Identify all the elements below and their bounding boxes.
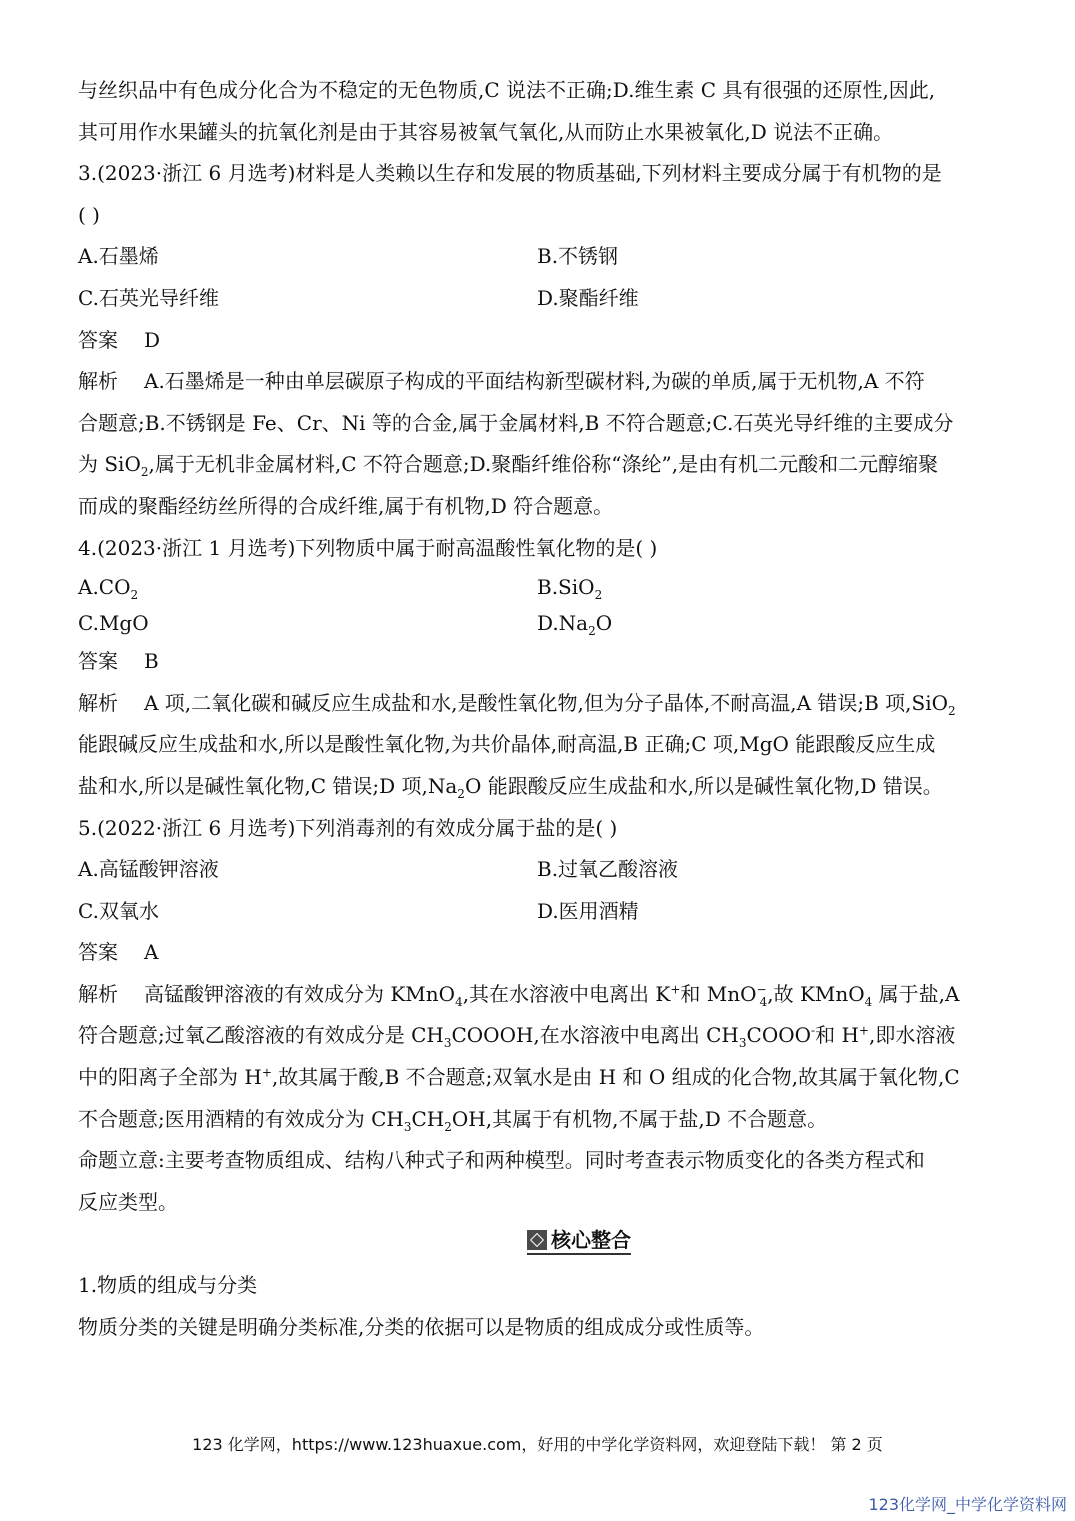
diamond-icon bbox=[527, 1230, 547, 1250]
q5-options-row-2 bbox=[78, 891, 1000, 933]
answer-label: 答案 bbox=[78, 327, 118, 352]
q5-option-d: D.医用酒精 bbox=[537, 898, 639, 923]
q3-options-row-1 bbox=[78, 236, 1000, 278]
q4-answer bbox=[78, 641, 1000, 683]
section-heading-wrap bbox=[78, 1223, 1000, 1265]
q3-analysis-line-1: 解析 A.石墨烯是一种由单层碳原子构成的平面结构新型碳材料,为碳的单质,属于无机物,A 不符 bbox=[78, 361, 1000, 403]
analysis-label: 解析 bbox=[78, 981, 118, 1006]
q5-option-c: C.双氧水 bbox=[78, 898, 159, 923]
answer-value: B bbox=[144, 649, 159, 674]
q4-stem: 4.(2023·浙江 1 月选考)下列物质中属于耐高温酸性氧化物的是( ) bbox=[78, 535, 658, 560]
q4-option-b: B.SiO$_2$ bbox=[537, 575, 603, 603]
q5-options-row-1 bbox=[78, 849, 1000, 891]
q5-answer bbox=[78, 932, 1000, 974]
answer-value: A bbox=[144, 940, 159, 965]
q5-stem: 5.(2022·浙江 6 月选考)下列消毒剂的有效成分属于盐的是( ) bbox=[78, 815, 618, 840]
q3-option-b: B.不锈钢 bbox=[537, 244, 619, 269]
analysis-label: 解析 bbox=[78, 690, 118, 715]
answer-label: 答案 bbox=[78, 940, 118, 965]
q5-option-b: B.过氧乙酸溶液 bbox=[537, 857, 679, 882]
q3-analysis-line-2: 合题意;B.不锈钢是 Fe、Cr、Ni 等的合金,属于金属材料,B 不符合题意;C.石英光导纤维的主要成分 bbox=[78, 410, 954, 435]
q4-option-d: $D.Na_2O$ bbox=[537, 611, 613, 639]
q4-option-c: C.MgO bbox=[78, 611, 149, 636]
q5-analysis-line-1: 解析 高锰酸钾溶液的有效成分为 KMnO$_4$,其在水溶液中电离出 K+和 MnO−$_4$,故 KMnO$_4$ 属于盐,A bbox=[78, 974, 1000, 1016]
q3-stem-line-2: ( ) bbox=[78, 202, 100, 227]
q4-analysis-line-3: 盐和水,所以是碱性氧化物,C 错误;D 项$,Na_2O$ 能跟酸反应生成盐和水,所以是碱性氧化物,D 错误。 bbox=[78, 773, 943, 801]
document-page bbox=[78, 70, 1000, 1348]
section-heading bbox=[527, 1227, 631, 1255]
q5-analysis-line-2: 符合题意;过氧乙酸溶液的有效成分是 $CH_3COOOH$,在水溶液中电离出 $CH_3COOO^-$和 H+,即水溶液 bbox=[78, 1023, 956, 1051]
intent-line-2: 反应类型。 bbox=[78, 1189, 178, 1214]
q3-answer bbox=[78, 320, 1000, 362]
answer-value: D bbox=[144, 327, 161, 352]
q5-analysis-line-3: 中的阳离子全部为 H+,故其属于酸,B 不合题意;双氧水是由 H 和 O 组成的化合物,故其属于氧化物,C bbox=[78, 1065, 960, 1090]
q4-option-a: $A.CO_2$ bbox=[78, 575, 139, 603]
q3-analysis-line-4: 而成的聚酯经纺丝所得的合成纤维,属于有机物,D 符合题意。 bbox=[78, 493, 614, 518]
answer-label: 答案 bbox=[78, 649, 118, 674]
q4-analysis-line-2: 能跟碱反应生成盐和水,所以是酸性氧化物,为共价晶体,耐高温,B 正确;C 项,MgO 能跟酸反应生成 bbox=[78, 732, 936, 757]
q4-options-row-1 bbox=[78, 569, 1000, 605]
q5-option-a: A.高锰酸钾溶液 bbox=[78, 857, 219, 882]
q3-options-row-2 bbox=[78, 278, 1000, 320]
intent-line-1: 命题立意:主要考查物质组成、结构八种式子和两种模型。同时考查表示物质变化的各类方程式和 bbox=[78, 1148, 925, 1173]
intro-line-2: 其可用作水果罐头的抗氧化剂是由于其容易被氧气氧化,从而防止水果被氧化,D 说法不正确。 bbox=[78, 119, 894, 144]
q5-analysis-line-4: 不合题意;医用酒精的有效成分为 $CH_3CH_2OH$,其属于有机物,不属于盐,D 不合题意。 bbox=[78, 1106, 828, 1134]
q4-options-row-2 bbox=[78, 605, 1000, 641]
q3-option-a: A.石墨烯 bbox=[78, 244, 159, 269]
q3-option-c: C.石英光导纤维 bbox=[78, 285, 219, 310]
page-footer: 123 化学网，https://www.123huaxue.com，好用的中学化学资料网，欢迎登陆下载！ 第 2 页 bbox=[192, 1435, 883, 1454]
q3-analysis-line-3: 为 SiO$_2$,属于无机非金属材料,C 不符合题意;D.聚酯纤维俗称“涤纶”,是由有机二元酸和二元醇缩聚 bbox=[78, 452, 939, 480]
q3-stem-line-1: 3.(2023·浙江 6 月选考)材料是人类赖以生存和发展的物质基础,下列材料主要成分属于有机物的是 bbox=[78, 161, 942, 186]
subsection-title: 1.物质的组成与分类 bbox=[78, 1273, 258, 1298]
site-watermark: 123化学网_中学化学资料网 bbox=[868, 1495, 1067, 1514]
subsection-body: 物质分类的关键是明确分类标准,分类的依据可以是物质的组成成分或性质等。 bbox=[78, 1314, 765, 1339]
analysis-label: 解析 bbox=[78, 369, 118, 394]
section-title: 核心整合 bbox=[551, 1228, 631, 1253]
q4-analysis-line-1: 解析 A 项,二氧化碳和碱反应生成盐和水,是酸性氧化物,但为分子晶体,不耐高温,A 错误;B 项,SiO$_2$ bbox=[78, 683, 1000, 725]
q3-option-d: D.聚酯纤维 bbox=[537, 285, 639, 310]
intro-line-1: 与丝织品中有色成分化合为不稳定的无色物质,C 说法不正确;D.维生素 C 具有很强的还原性,因此, bbox=[78, 78, 936, 102]
